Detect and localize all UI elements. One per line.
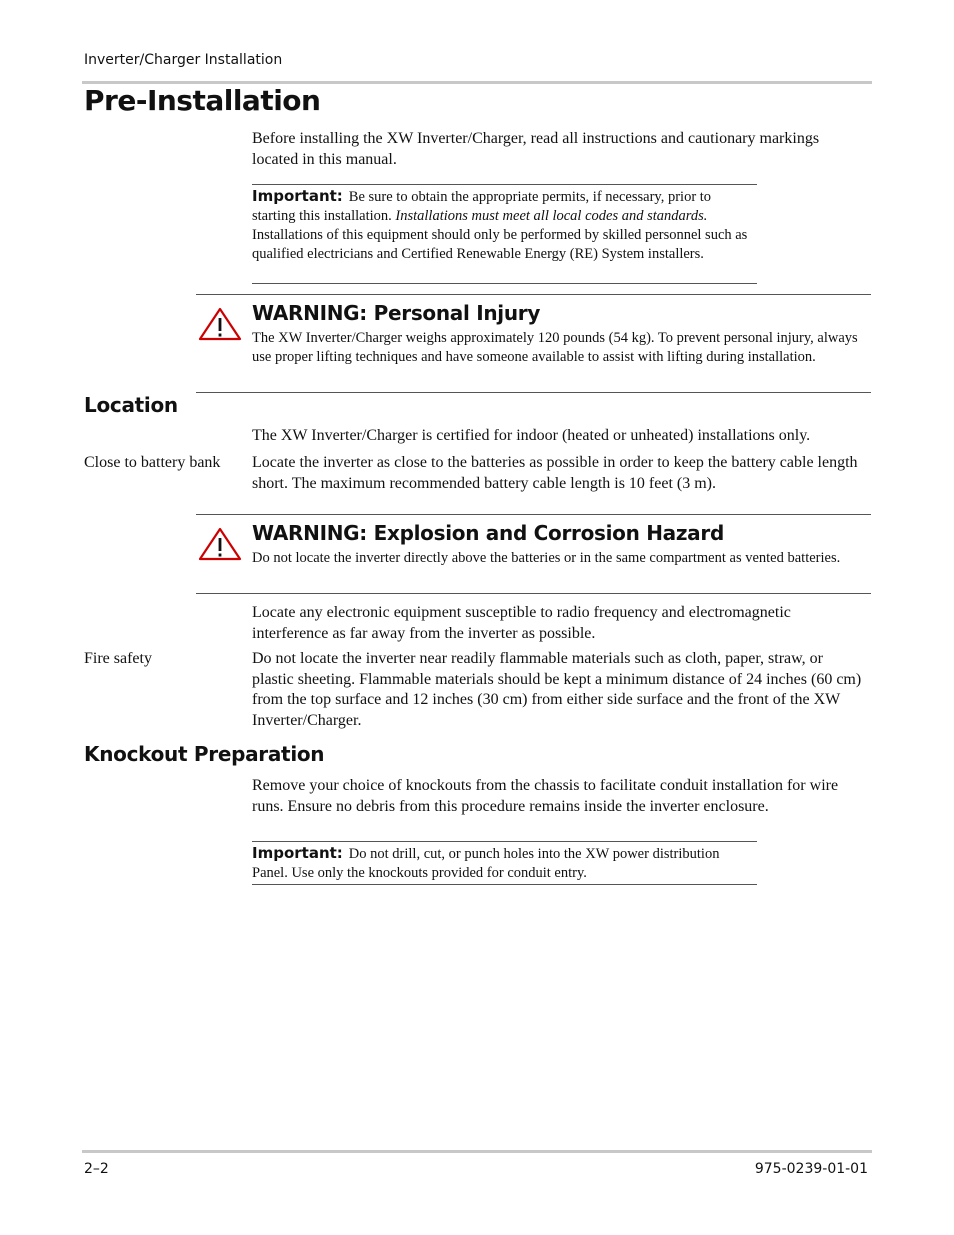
page-title: Pre-Installation [84,84,321,117]
knockout-paragraph: Remove your choice of knockouts from the chassis to facilitate conduit installation for wire runs. Ensure no debris from this procedure remains inside the inverter enclosure. [252,777,839,815]
warning-triangle-icon [198,307,242,341]
emi-paragraph: Locate any electronic equipment susceptible to radio frequency and electromagnetic interference as far away from the inverter as possible. [252,604,791,642]
battery-paragraph: Locate the inverter as close to the batteries as possible in order to keep the battery cable length short. The maximum recommended battery cable length is 10 feet (3 m). [252,454,858,492]
important-text: Do not drill, cut, or punch holes into the XW power distribution Panel. Use only the knockouts provided for conduit entry. [252,846,720,881]
side-label-fire: Fire safety [84,650,152,667]
footer-rule [82,1150,872,1153]
important-text-b: Installations of this equipment should only be performed by skilled personnel such as qualified electricians and Certified Renewable Energy (RE) System installers. [252,227,748,262]
important-label: Important: [252,844,343,862]
warning-personal-injury [196,294,871,393]
intro-paragraph: Before installing the XW Inverter/Charger, read all instructions and cautionary markings located in this manual. [252,130,820,168]
warning-body: Do not locate the inverter directly above the batteries or in the same compartment as vented batteries. [252,550,841,566]
indoor-paragraph: The XW Inverter/Charger is certified for indoor (heated or unheated) installations only. [252,427,811,444]
knockout-heading: Knockout Preparation [84,742,325,766]
document-number: 975-0239-01-01 [754,1161,868,1177]
side-label-battery: Close to battery bank [84,454,221,471]
running-header: Inverter/Charger Installation [84,52,283,68]
important-note-permits [252,184,757,284]
important-text-a: Be sure to obtain the appropriate permits, if necessary, prior to starting this installation. [252,189,712,224]
warning-title: WARNING: Explosion and Corrosion Hazard [252,521,724,545]
warning-body: The XW Inverter/Charger weighs approximately 120 pounds (54 kg). To prevent personal injury, always use proper lifting techniques and have someone available to assist with lifting during installation. [252,330,858,365]
warning-triangle-icon [198,527,242,561]
warning-explosion-hazard [196,514,871,594]
warning-title: WARNING: Personal Injury [252,301,541,325]
page-number: 2–2 [84,1161,109,1177]
important-note-knockouts [252,841,757,885]
location-heading: Location [84,393,178,417]
fire-paragraph: Do not locate the inverter near readily flammable materials such as cloth, paper, straw, or plastic sheeting. Flammable materials should be kept a minimum distance of 24 inches (60 cm) from the top surface and 12 inches (30 cm) from either side surface and the front of the XW Inverter/Charger. [252,650,862,729]
important-text-italic: Installations must meet all local codes and standards. [395,208,708,224]
important-label: Important: [252,187,343,205]
